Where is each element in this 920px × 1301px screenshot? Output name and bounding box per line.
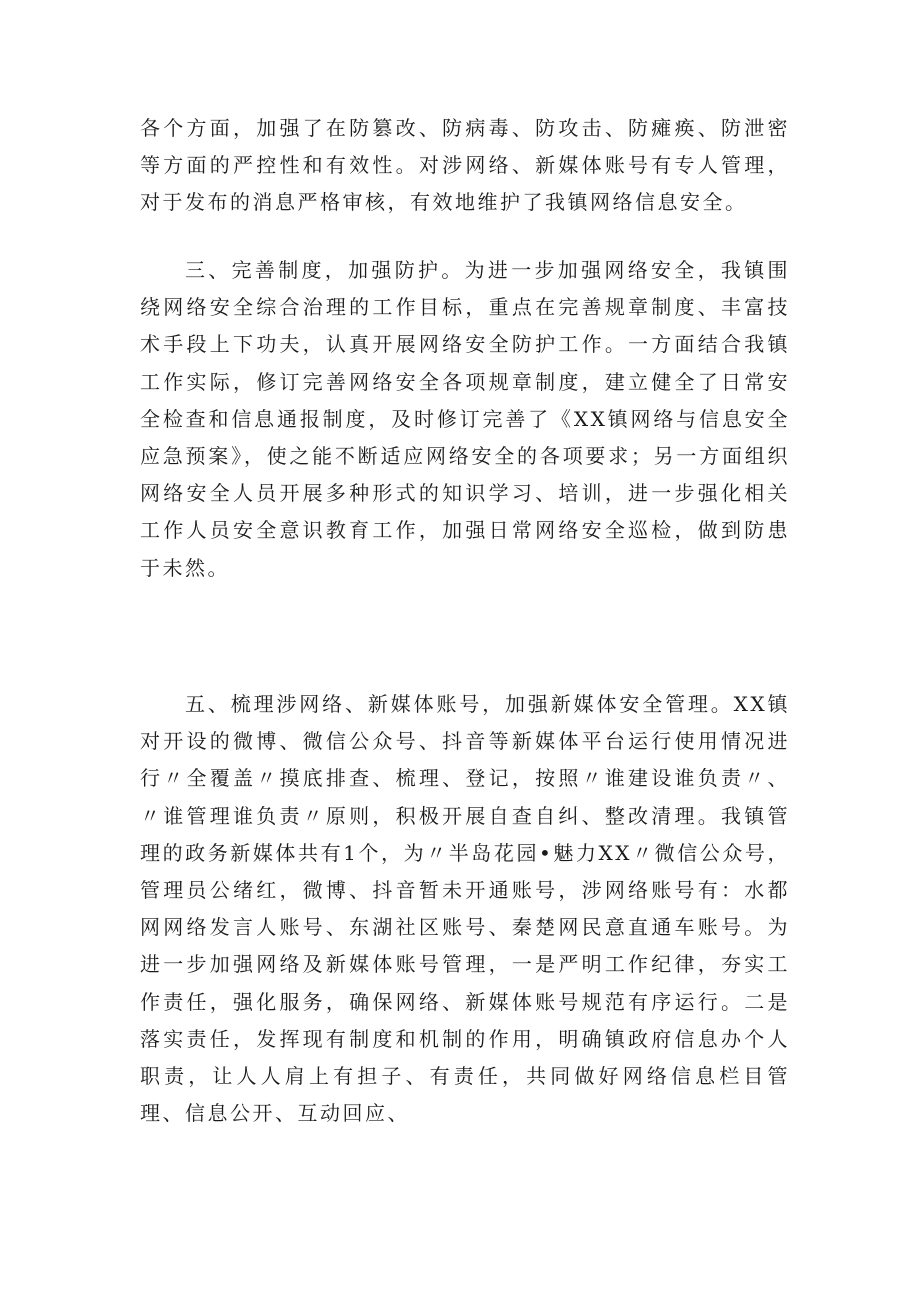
paragraph-section-three: 三、完善制度，加强防护。为进一步加强网络安全，我镇围绕网络安全综合治理的工作目标，重点在完善规章制度、丰富技术手段上下功夫，认真开展网络安全防护工作。一方面结合我镇工作实际，修订完善网络安全各项规章制度，建立健全了日常安全检查和信息通报制度，及时修订完善了《XX镇网络与信息安全应急预案》，使之能不断适应网络安全的各项要求；另一方面组织网络安全人员开展多种形式的知识学习、培训，进一步强化相关工作人员安全意识教育工作，加强日常网络安全巡检，做到防患于未然。 bbox=[140, 258, 790, 580]
paragraph-section-five: 五、梳理涉网络、新媒体账号，加强新媒体安全管理。XX镇对开设的微博、微信公众号、抖音等新媒体平台运行使用情况进行〃全覆盖〃摸底排查、梳理、登记，按照〃谁建设谁负责〃、〃谁管理谁负责〃原则，积极开展自查自纠、整改清理。我镇管理的政务新媒体共有1个，为〃半岛花园•魅力XX〃微信公众号，管理员公绪红，微博、抖音暂未开通账号，涉网络账号有：水都网网络发言人账号、东湖社区账号、秦楚网民意直通车账号。为进一步加强网络及新媒体账号管理，一是严明工作纪律，夯实工作责任，强化服务，确保网络、新媒体账号规范有序运行。二是落实责任，发挥现有制度和机制的作用，明确镇政府信息办个人职责，让人人肩上有担子、有责任，共同做好网络信息栏目管理、信息公开、互动回应、 bbox=[140, 692, 790, 1126]
paragraph-security-measures: 各个方面，加强了在防篡改、防病毒、防攻击、防瘫痪、防泄密等方面的严控性和有效性。对涉网络、新媒体账号有专人管理，对于发布的消息严格审核，有效地维护了我镇网络信息安全。 bbox=[140, 116, 790, 215]
